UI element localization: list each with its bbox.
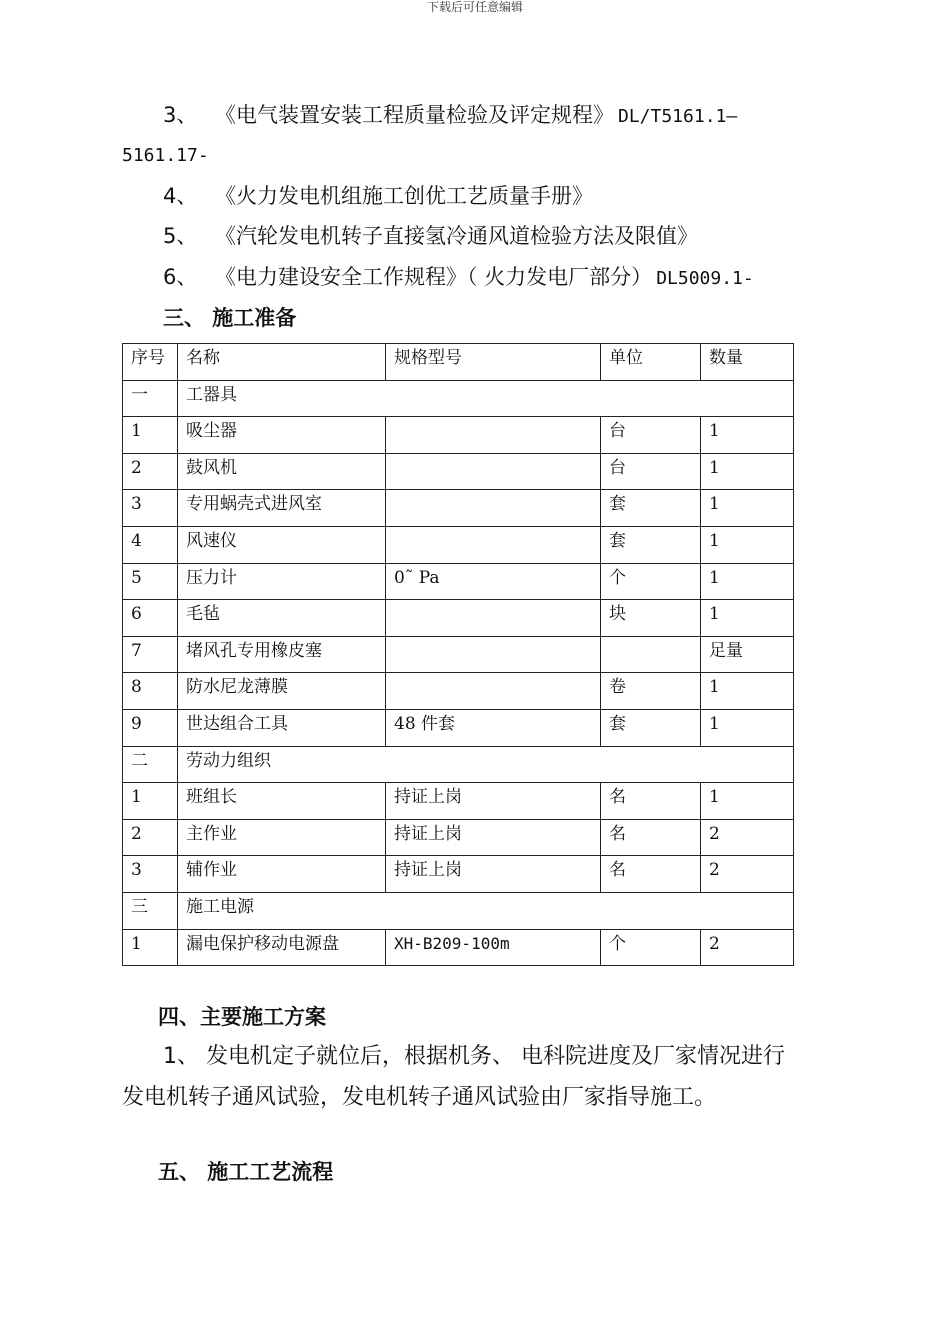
- cell-qty: 2: [701, 929, 794, 966]
- preparation-table: [122, 343, 794, 966]
- reference-item-6: [163, 263, 754, 293]
- table-row: [123, 929, 794, 966]
- cell-spec: [386, 526, 601, 563]
- cell-name: 漏电保护移动电源盘: [178, 929, 386, 966]
- reference-item-5: [163, 222, 698, 250]
- group-no: 一: [123, 380, 178, 417]
- cell-qty: 1: [701, 526, 794, 563]
- section-heading-main-plan: 四、主要施工方案: [158, 1005, 326, 1029]
- cell-unit: 台: [601, 453, 701, 490]
- reference-item-4: [163, 182, 593, 210]
- cell-name: 班组长: [178, 783, 386, 820]
- group-title: 施工电源: [178, 892, 794, 929]
- table-row: [123, 783, 794, 820]
- group-row: [123, 746, 794, 783]
- reference-title: 《火力发电机组施工创优工艺质量手册》: [215, 184, 593, 208]
- cell-unit: 名: [601, 819, 701, 856]
- cell-no: 8: [123, 673, 178, 710]
- group-row: [123, 380, 794, 417]
- cell-unit: 名: [601, 856, 701, 893]
- table-row: [123, 819, 794, 856]
- cell-unit: 名: [601, 783, 701, 820]
- cell-name: 辅作业: [178, 856, 386, 893]
- group-title: 劳动力组织: [178, 746, 794, 783]
- cell-unit: 套: [601, 490, 701, 527]
- group-title: 工器具: [178, 380, 794, 417]
- table-row: [123, 636, 794, 673]
- cell-spec: 0˜ Pa: [386, 563, 601, 600]
- cell-no: 2: [123, 819, 178, 856]
- cell-spec: 48 件套: [386, 709, 601, 746]
- reference-title: 《电力建设安全工作规程》（ 火力发电厂部分）: [215, 265, 653, 289]
- cell-unit: [601, 636, 701, 673]
- cell-spec: 持证上岗: [386, 856, 601, 893]
- cell-no: 3: [123, 856, 178, 893]
- cell-no: 4: [123, 526, 178, 563]
- cell-name: 专用蜗壳式进风室: [178, 490, 386, 527]
- header-cell-unit: 单位: [601, 344, 701, 381]
- table-row: [123, 526, 794, 563]
- cell-unit: 卷: [601, 673, 701, 710]
- cell-unit: 块: [601, 600, 701, 637]
- cell-unit: 个: [601, 563, 701, 600]
- table-row: [123, 417, 794, 454]
- reference-code: DL5009.1-: [656, 268, 754, 289]
- cell-spec: 持证上岗: [386, 783, 601, 820]
- reference-number: 4、: [163, 184, 198, 208]
- table-row: [123, 709, 794, 746]
- cell-qty: 1: [701, 563, 794, 600]
- section-heading-process-flow: 五、 施工工艺流程: [158, 1160, 334, 1184]
- table-header-row: [123, 344, 794, 381]
- cell-unit: 台: [601, 417, 701, 454]
- group-no: 三: [123, 892, 178, 929]
- table-row: [123, 673, 794, 710]
- cell-qty: 1: [701, 453, 794, 490]
- cell-spec: [386, 453, 601, 490]
- table-row: [123, 563, 794, 600]
- reference-title: 《电气装置安装工程质量检验及评定规程》: [215, 103, 614, 127]
- header-cell-name: 名称: [178, 344, 386, 381]
- group-no: 二: [123, 746, 178, 783]
- reference-item-3-continuation: 5161.17-: [122, 145, 209, 166]
- cell-qty: 2: [701, 819, 794, 856]
- cell-spec: [386, 673, 601, 710]
- reference-number: 5、: [163, 224, 198, 248]
- cell-qty: 2: [701, 856, 794, 893]
- cell-qty: 1: [701, 709, 794, 746]
- reference-number: 3、: [163, 103, 198, 127]
- cell-qty: 1: [701, 600, 794, 637]
- cell-no: 1: [123, 783, 178, 820]
- cell-unit: 套: [601, 709, 701, 746]
- reference-number: 6、: [163, 265, 198, 289]
- cell-no: 6: [123, 600, 178, 637]
- cell-spec: [386, 600, 601, 637]
- cell-no: 7: [123, 636, 178, 673]
- cell-name: 风速仪: [178, 526, 386, 563]
- table-row: [123, 490, 794, 527]
- cell-no: 2: [123, 453, 178, 490]
- cell-spec: XH-B209-100m: [386, 929, 601, 966]
- plan-paragraph-line-2: 发电机转子通风试验，发电机转子通风试验由厂家指导施工。: [122, 1085, 717, 1110]
- cell-name: 堵风孔专用橡皮塞: [178, 636, 386, 673]
- cell-spec: [386, 417, 601, 454]
- cell-qty: 足量: [701, 636, 794, 673]
- cell-no: 3: [123, 490, 178, 527]
- cell-spec: [386, 636, 601, 673]
- cell-name: 世达组合工具: [178, 709, 386, 746]
- table-row: [123, 600, 794, 637]
- plan-paragraph-line-1: 1、 发电机定子就位后，根据机务、 电科院进度及厂家情况进行: [163, 1044, 785, 1069]
- watermark-text: 下载后可任意编辑: [426, 0, 523, 14]
- table-row: [123, 453, 794, 490]
- cell-name: 鼓风机: [178, 453, 386, 490]
- cell-no: 1: [123, 417, 178, 454]
- cell-name: 压力计: [178, 563, 386, 600]
- cell-no: 9: [123, 709, 178, 746]
- header-cell-spec: 规格型号: [386, 344, 601, 381]
- cell-qty: 1: [701, 783, 794, 820]
- cell-spec: 持证上岗: [386, 819, 601, 856]
- header-cell-qty: 数量: [701, 344, 794, 381]
- group-row: [123, 892, 794, 929]
- cell-unit: 套: [601, 526, 701, 563]
- cell-name: 主作业: [178, 819, 386, 856]
- cell-qty: 1: [701, 417, 794, 454]
- reference-code: DL/T5161.1—: [618, 106, 738, 127]
- cell-no: 1: [123, 929, 178, 966]
- cell-no: 5: [123, 563, 178, 600]
- cell-name: 毛毡: [178, 600, 386, 637]
- reference-title: 《汽轮发电机转子直接氢冷通风道检验方法及限值》: [215, 224, 698, 248]
- cell-qty: 1: [701, 490, 794, 527]
- header-cell-no: 序号: [123, 344, 178, 381]
- cell-name: 吸尘器: [178, 417, 386, 454]
- cell-spec: [386, 490, 601, 527]
- section-heading-preparation: 三、 施工准备: [163, 306, 297, 330]
- table-row: [123, 856, 794, 893]
- reference-item-3: [163, 101, 737, 131]
- cell-name: 防水尼龙薄膜: [178, 673, 386, 710]
- cell-unit: 个: [601, 929, 701, 966]
- cell-qty: 1: [701, 673, 794, 710]
